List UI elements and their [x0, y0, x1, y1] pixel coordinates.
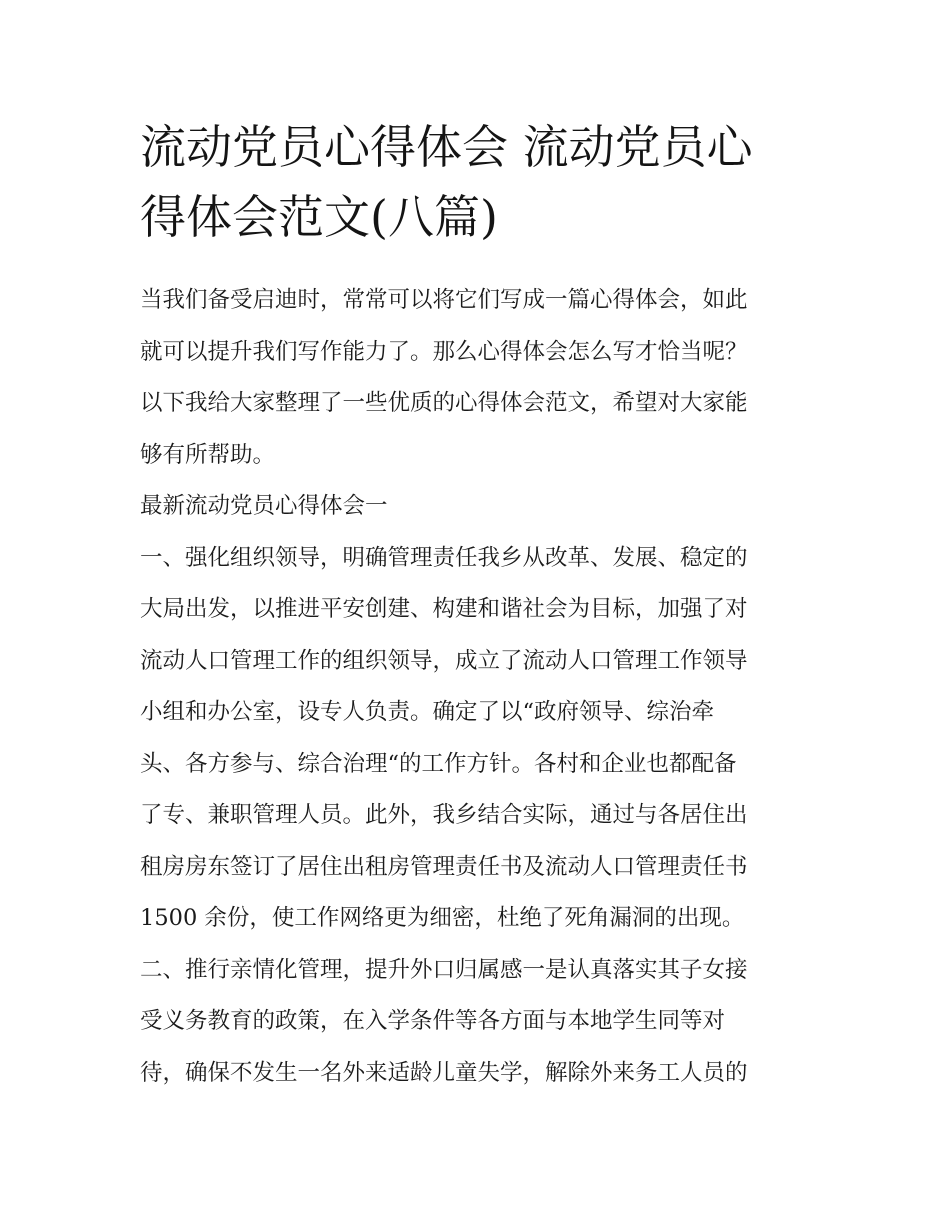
- title-line: 流动党员心得体会 流动党员心: [140, 120, 753, 174]
- section-heading: 最新流动党员心得体会一: [140, 493, 388, 519]
- body-line: 了专、兼职管理人员。此外，我乡结合实际，通过与各居住出: [140, 802, 748, 828]
- body-line: 够有所帮助。: [140, 441, 276, 468]
- body-line: 二、推行亲情化管理，提升外口归属感一是认真落实其子女接: [140, 956, 748, 983]
- body-line: 受义务教育的政策，在入学条件等各方面与本地学生同等对: [140, 1008, 726, 1034]
- body-line: 流动人口管理工作的组织领导，成立了流动人口管理工作领导: [140, 647, 748, 674]
- body-line: 一、强化组织领导，明确管理责任我乡从改革、发展、稳定的: [140, 544, 748, 571]
- body-line: 以下我给大家整理了一些优质的心得体会范文，希望对大家能: [140, 390, 748, 416]
- body-line: 租房房东签订了居住出租房管理责任书及流动人口管理责任书: [140, 853, 748, 880]
- body-line: 大局出发，以推进平安创建、构建和谐社会为目标，加强了对: [140, 596, 748, 622]
- document-title: [140, 112, 830, 252]
- body-line: 当我们备受启迪时，常常可以将它们写成一篇心得体会，如此: [140, 287, 748, 313]
- title-line: 得体会范文(八篇): [140, 190, 498, 244]
- document-body: [140, 275, 820, 1099]
- body-line: 待，确保不发生一名外来适龄儿童失学，解除外来务工人员的: [140, 1059, 748, 1086]
- body-line: 就可以提升我们写作能力了。那么心得体会怎么写才恰当呢？: [140, 338, 748, 365]
- body-line: 小组和办公室，设专人负责。确定了以“政府领导、综治牵: [140, 699, 715, 725]
- body-line: 头、各方参与、综合治理“的工作方针。各村和企业也都配备: [140, 750, 737, 777]
- body-line: 1500 余份，使工作网络更为细密，杜绝了死角漏洞的出现。: [140, 905, 745, 931]
